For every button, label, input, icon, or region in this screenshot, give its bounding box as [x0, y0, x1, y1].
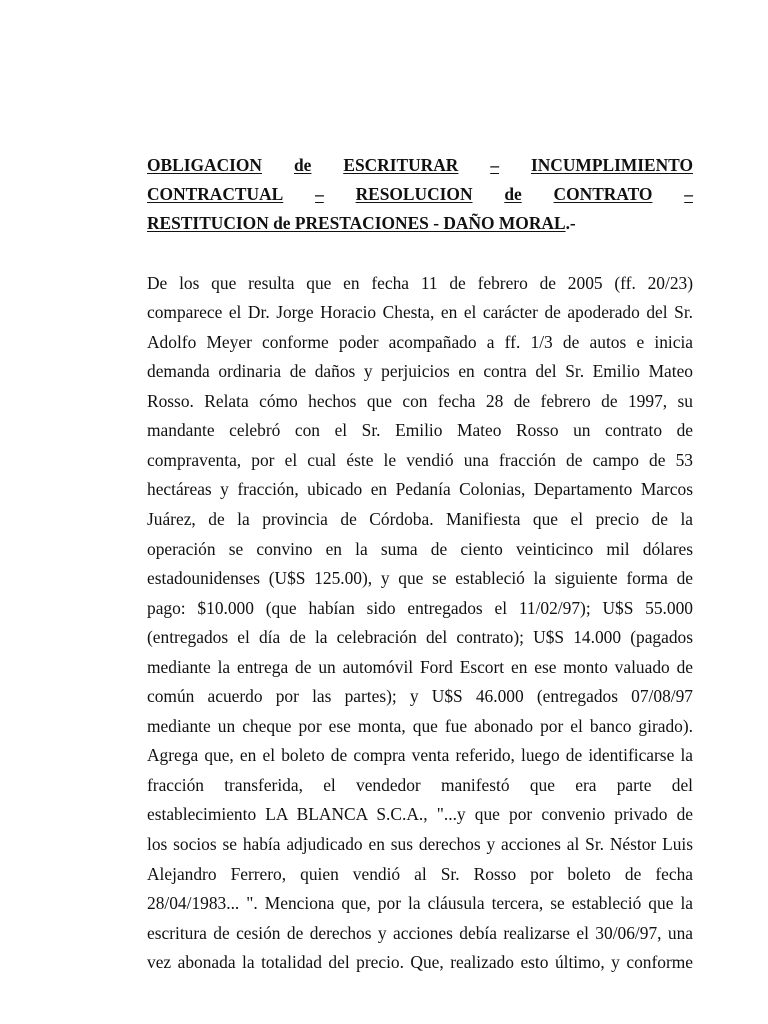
body-line: (entregados el día de la celebración del contrato); U$S 14.000 (pagados — [147, 627, 693, 648]
body-line: demanda ordinaria de daños y perjuicios en contra del Sr. Emilio Mateo — [147, 361, 693, 382]
body-line: hectáreas y fracción, ubicado en Pedanía Colonias, Departamento Marcos — [147, 479, 693, 500]
heading-word: – — [315, 184, 324, 205]
heading-word: – — [684, 184, 693, 205]
body-line: mediante la entrega de un automóvil Ford Escort en ese monto valuado de — [147, 656, 693, 677]
body-line: compraventa, por el cual éste le vendió una fracción de campo de 53 — [147, 449, 693, 470]
heading-line-3 — [147, 209, 693, 238]
heading-last-line: RESTITUCION de PRESTACIONES - DAÑO MORAL — [147, 213, 566, 234]
body-line: comparece el Dr. Jorge Horacio Chesta, en el carácter de apoderado del Sr. — [147, 302, 693, 323]
body-line: operación se convino en la suma de ciento veinticinco mil dólares — [147, 538, 693, 559]
heading-word: CONTRATO — [553, 184, 653, 205]
heading-word: de — [504, 184, 522, 205]
body-line: Alejandro Ferrero, quien vendió al Sr. Rosso por boleto de fecha — [147, 863, 693, 884]
document-page — [147, 151, 693, 978]
heading-word: de — [293, 155, 312, 175]
body-line: común acuerdo por las partes); y U$S 46.000 (entregados 07/08/97 — [147, 686, 693, 707]
body-line: escritura de cesión de derechos y acciones debía realizarse el 30/06/97, una — [147, 922, 693, 943]
body-line: De los que resulta que en fecha 11 de febrero de 2005 (ff. 20/23) — [147, 272, 693, 293]
body-line: Agrega que, en el boleto de compra venta referido, luego de identificarse la — [147, 745, 693, 766]
body-paragraph — [147, 269, 693, 978]
heading-word: – — [490, 155, 500, 175]
heading-tail: .- — [565, 213, 576, 234]
heading-word: ESCRITURAR — [343, 155, 459, 175]
body-line: Adolfo Meyer conforme poder acompañado a ff. 1/3 de autos e inicia — [147, 331, 693, 352]
body-line: Juárez, de la provincia de Córdoba. Manifiesta que el precio de la — [147, 508, 693, 529]
body-line: mandante celebró con el Sr. Emilio Mateo Rosso un contrato de — [147, 420, 693, 441]
body-line: vez abonada la totalidad del precio. Que, realizado esto último, y conforme — [147, 952, 693, 973]
body-line: los socios se había adjudicado en sus derechos y acciones al Sr. Néstor Luis — [147, 834, 693, 854]
heading-word: INCUMPLIMIENTO — [530, 155, 693, 175]
body-line: pago: $10.000 (que habían sido entregados el 11/02/97); U$S 55.000 — [147, 597, 693, 618]
body-line: Rosso. Relata cómo hechos que con fecha 28 de febrero de 1997, su — [147, 390, 693, 411]
body-line: mediante un cheque por ese monta, que fue abonado por el banco girado). — [147, 715, 693, 736]
body-line: 28/04/1983... ". Menciona que, por la cláusula tercera, se estableció que la — [147, 893, 693, 914]
heading-word: OBLIGACION — [147, 155, 262, 175]
body-line: estadounidenses (U$S 125.00), y que se estableció la siguiente forma de — [147, 568, 693, 589]
heading-line-2 — [147, 180, 693, 209]
body-line: fracción transferida, el vendedor manifestó que era parte del — [147, 774, 693, 795]
body-line: establecimiento LA BLANCA S.C.A., "...y que por convenio privado de — [147, 804, 693, 825]
heading-word: CONTRACTUAL — [147, 184, 284, 205]
heading-word: RESOLUCION — [355, 184, 473, 205]
document-heading — [147, 151, 693, 239]
heading-line-1 — [147, 151, 693, 180]
